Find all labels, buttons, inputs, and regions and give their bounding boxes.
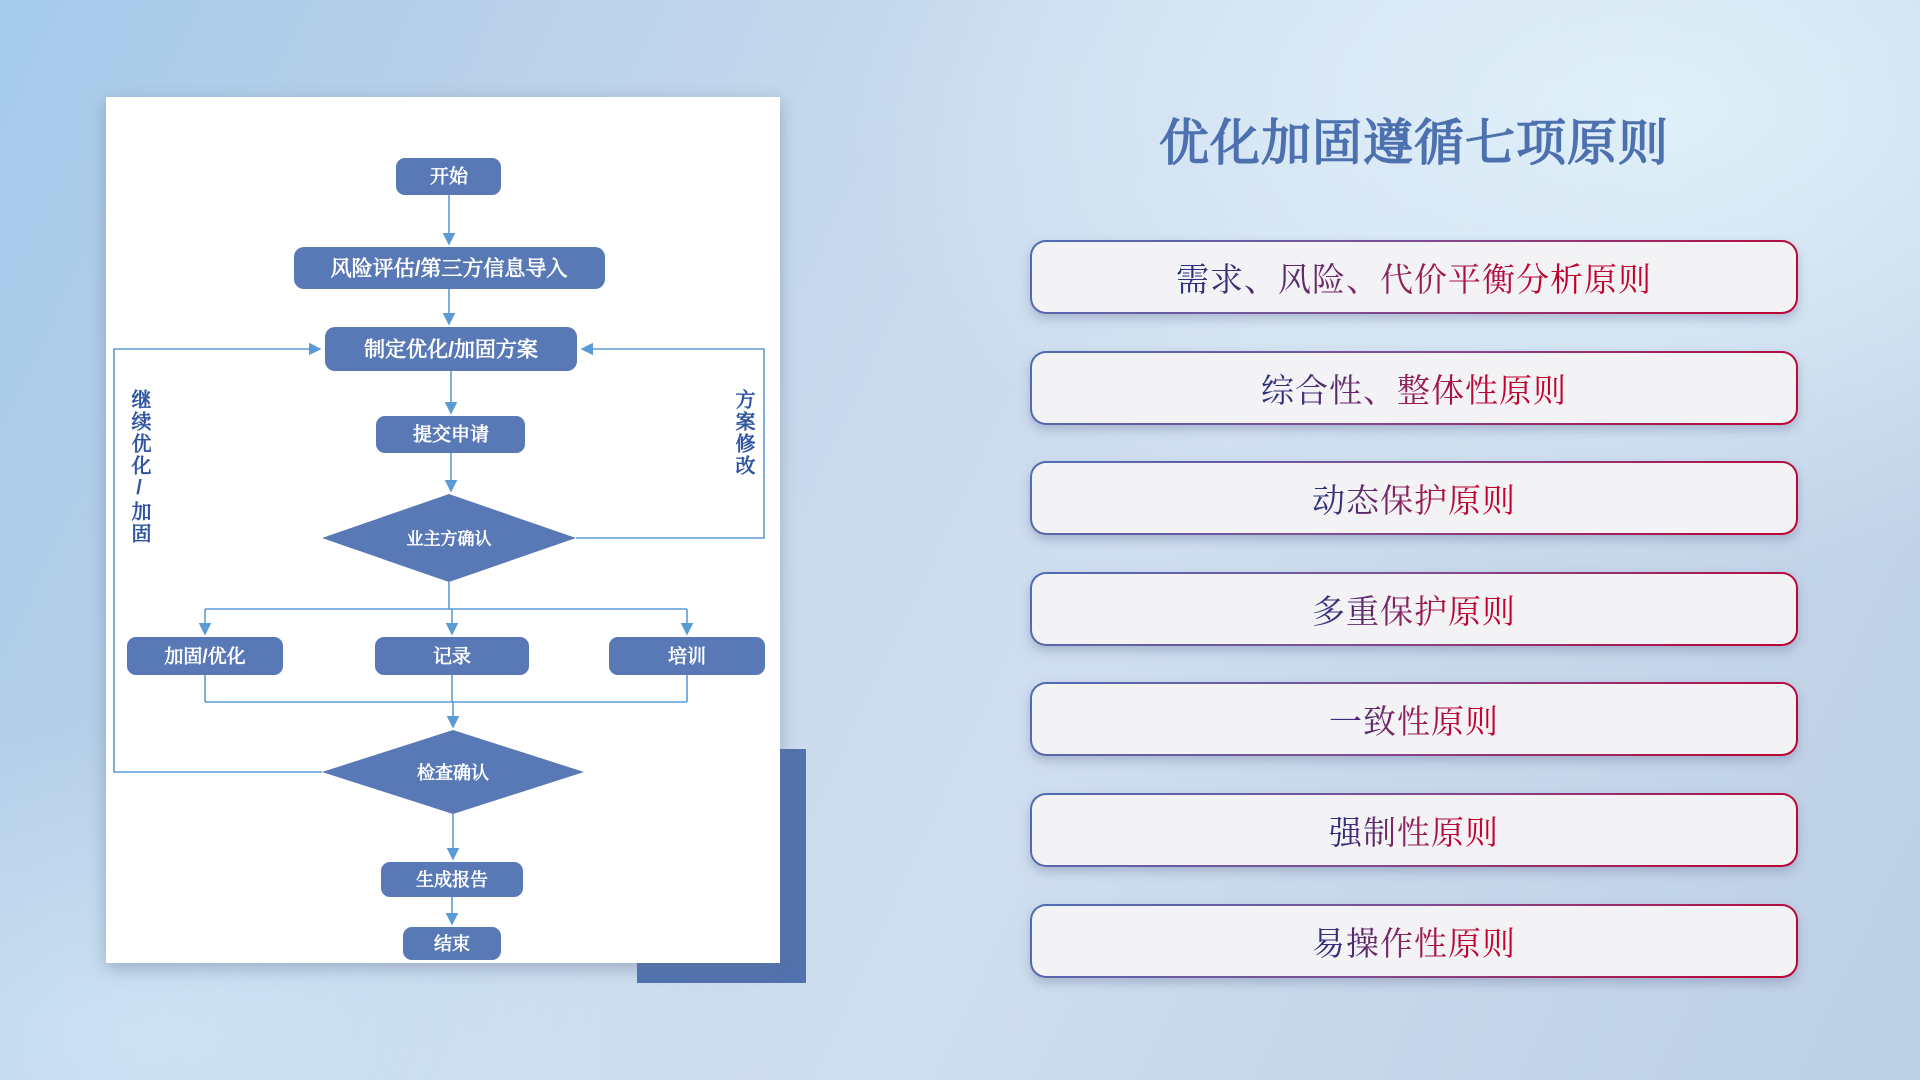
principle-label: 强制性原则 bbox=[1329, 807, 1499, 854]
principle-card-inner bbox=[1032, 795, 1796, 865]
flowchart-card bbox=[106, 97, 780, 963]
flow-node-record-label: 记录 bbox=[432, 646, 472, 668]
principle-card-5 bbox=[1030, 682, 1798, 756]
principle-card-2 bbox=[1030, 351, 1798, 425]
flow-node-submit-label: 提交申请 bbox=[412, 424, 490, 446]
principle-card-inner bbox=[1032, 353, 1796, 423]
principle-card-1 bbox=[1030, 240, 1798, 314]
principle-label: 多重保护原则 bbox=[1312, 586, 1516, 633]
principle-label: 综合性、整体性原则 bbox=[1261, 365, 1567, 412]
flow-node-start-label: 开始 bbox=[429, 166, 469, 188]
edge-label-continue-loop: 继续优化/加固 bbox=[128, 389, 150, 545]
principle-label: 需求、风险、代价平衡分析原则 bbox=[1176, 254, 1652, 301]
flow-node-harden-label: 加固/优化 bbox=[164, 646, 246, 668]
principle-label: 易操作性原则 bbox=[1312, 918, 1516, 965]
flowchart-svg bbox=[106, 97, 780, 963]
flow-node-end-label: 结束 bbox=[434, 934, 470, 954]
flow-node-report-label: 生成报告 bbox=[416, 870, 488, 890]
principle-card-4 bbox=[1030, 572, 1798, 646]
flow-node-risk-import-label: 风险评估/第三方信息导入 bbox=[330, 257, 568, 281]
principle-card-inner bbox=[1032, 463, 1796, 533]
principle-card-6 bbox=[1030, 793, 1798, 867]
flow-node-make-plan-label: 制定优化/加固方案 bbox=[364, 338, 538, 362]
principle-card-inner bbox=[1032, 906, 1796, 976]
principle-label: 一致性原则 bbox=[1329, 696, 1499, 743]
principle-card-inner bbox=[1032, 574, 1796, 644]
flow-node-training-label: 培训 bbox=[667, 646, 707, 668]
principle-card-inner bbox=[1032, 684, 1796, 754]
flow-node-owner-confirm-label: 业主方确认 bbox=[406, 529, 492, 549]
principle-label: 动态保护原则 bbox=[1312, 475, 1516, 522]
principle-card-7 bbox=[1030, 904, 1798, 978]
principle-card-inner bbox=[1032, 242, 1796, 312]
principle-card-3 bbox=[1030, 461, 1798, 535]
edge-label-plan-revision: 方案修改 bbox=[732, 389, 754, 477]
page-title: 优化加固遵循七项原则 bbox=[1159, 115, 1669, 171]
flow-node-check-confirm-label: 检查确认 bbox=[417, 763, 489, 783]
